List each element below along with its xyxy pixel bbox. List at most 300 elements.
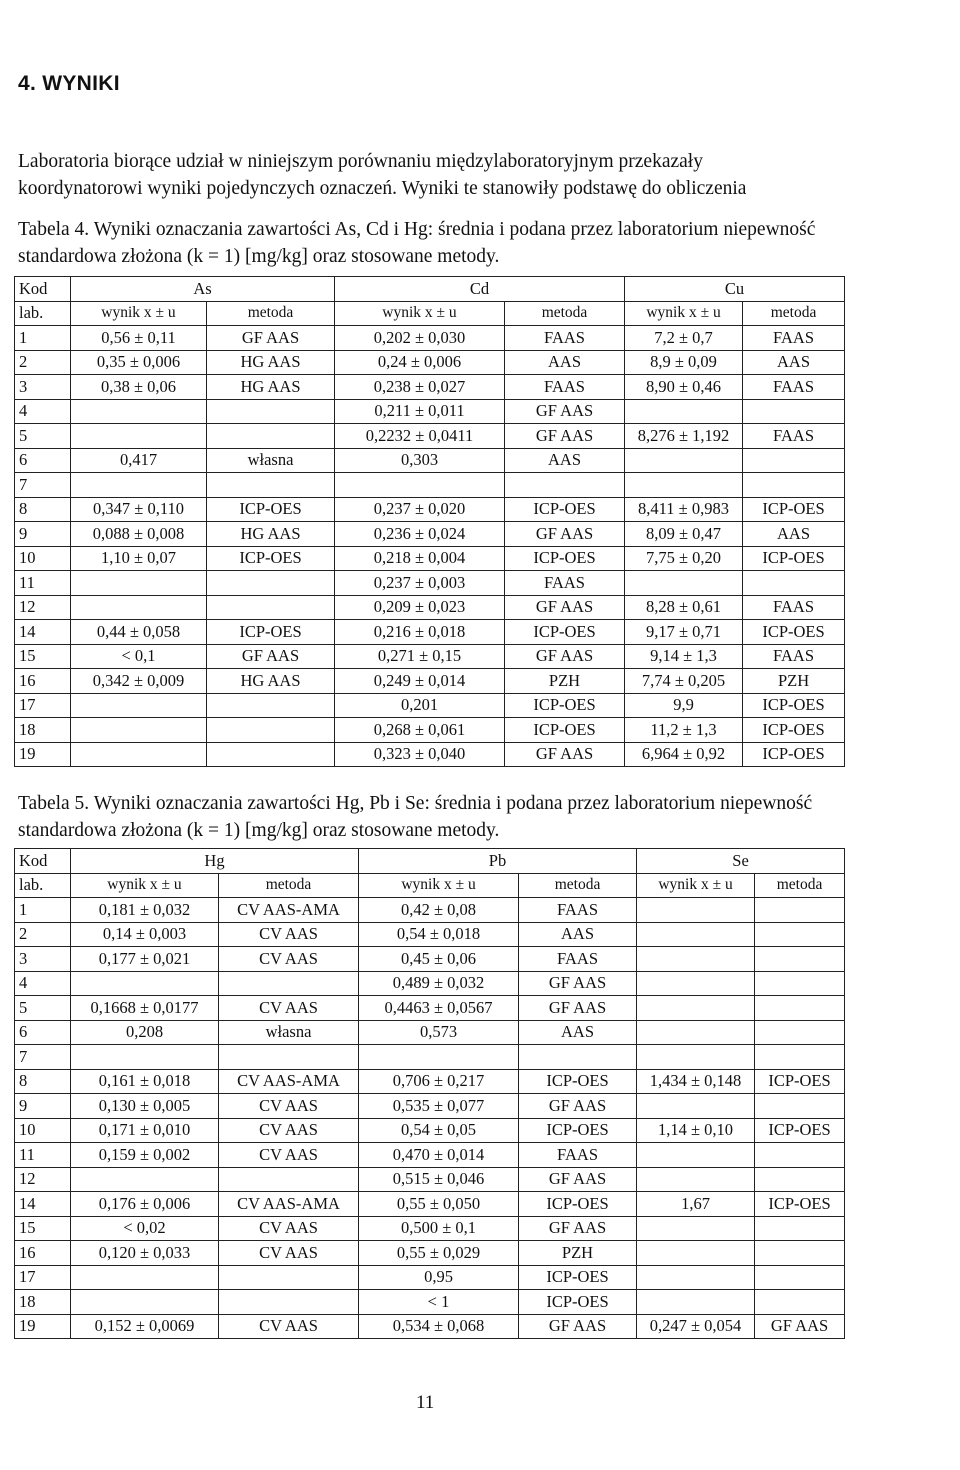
table-cell: ICP-OES [755, 1069, 845, 1094]
table-cell: 0,303 [335, 448, 505, 473]
table-cell: FAAS [505, 375, 625, 400]
table-cell: 1,67 [637, 1192, 755, 1217]
table-cell [755, 1265, 845, 1290]
table-cell: 0,706 ± 0,217 [359, 1069, 519, 1094]
kod-header: Kod [15, 277, 71, 302]
table5 [14, 848, 845, 1339]
lab-code-cell: 12 [15, 595, 71, 620]
table-row [15, 326, 845, 351]
table-cell [755, 996, 845, 1021]
table-cell: GF AAS [207, 326, 335, 351]
table-row [15, 898, 845, 923]
sub-header: metoda [755, 873, 845, 898]
table-group-header-row [15, 277, 845, 302]
table-cell: AAS [743, 522, 845, 547]
lab-code-cell: 19 [15, 1314, 71, 1339]
lab-code-cell: 16 [15, 1241, 71, 1266]
table-cell: FAAS [743, 595, 845, 620]
table-row [15, 1069, 845, 1094]
table-cell [207, 693, 335, 718]
table-row [15, 473, 845, 498]
table-cell: ICP-OES [505, 718, 625, 743]
lab-header: lab. [15, 873, 71, 898]
table-cell [207, 473, 335, 498]
table-cell: ICP-OES [519, 1069, 637, 1094]
lab-header: lab. [15, 301, 71, 326]
table-cell [207, 424, 335, 449]
table-cell: ICP-OES [743, 718, 845, 743]
table-cell: 9,14 ± 1,3 [625, 644, 743, 669]
table-cell: 0,088 ± 0,008 [71, 522, 207, 547]
table-cell: 0,120 ± 0,033 [71, 1241, 219, 1266]
table-cell: CV AAS-AMA [219, 1192, 359, 1217]
table-cell: FAAS [743, 375, 845, 400]
table-cell: ICP-OES [207, 620, 335, 645]
table-cell: ICP-OES [505, 497, 625, 522]
table-cell: 0,4463 ± 0,0567 [359, 996, 519, 1021]
table-cell: 0,176 ± 0,006 [71, 1192, 219, 1217]
group-header-cd: Cd [335, 277, 625, 302]
table-row [15, 497, 845, 522]
table-row [15, 718, 845, 743]
table-cell: 0,237 ± 0,003 [335, 571, 505, 596]
section-title: 4. WYNIKI [18, 72, 120, 95]
table-cell: PZH [505, 669, 625, 694]
lab-code-cell: 16 [15, 669, 71, 694]
table-cell: 0,152 ± 0,0069 [71, 1314, 219, 1339]
lab-code-cell: 1 [15, 326, 71, 351]
table-cell: 1,10 ± 0,07 [71, 546, 207, 571]
sub-header: wynik x ± u [637, 873, 755, 898]
table-cell [71, 1265, 219, 1290]
table-cell: 9,9 [625, 693, 743, 718]
table-cell [519, 1045, 637, 1070]
table-row [15, 1143, 845, 1168]
lab-code-cell: 15 [15, 644, 71, 669]
table-cell [637, 1143, 755, 1168]
table-row [15, 1118, 845, 1143]
group-header-cu: Cu [625, 277, 845, 302]
table-cell: GF AAS [505, 424, 625, 449]
sub-header: wynik x ± u [71, 301, 207, 326]
table-row [15, 1192, 845, 1217]
table-cell: HG AAS [207, 350, 335, 375]
table-row [15, 1216, 845, 1241]
table-group-header-row [15, 849, 845, 874]
table-cell: 8,411 ± 0,983 [625, 497, 743, 522]
lab-code-cell: 9 [15, 522, 71, 547]
lab-code-cell: 17 [15, 1265, 71, 1290]
table-cell: 0,2232 ± 0,0411 [335, 424, 505, 449]
table-cell: 0,55 ± 0,029 [359, 1241, 519, 1266]
table-cell: AAS [505, 448, 625, 473]
table-cell: GF AAS [505, 595, 625, 620]
table-cell: ICP-OES [743, 497, 845, 522]
table-cell: GF AAS [755, 1314, 845, 1339]
table-cell: 0,201 [335, 693, 505, 718]
lab-code-cell: 17 [15, 693, 71, 718]
table-cell [71, 1167, 219, 1192]
table-cell: ICP-OES [207, 546, 335, 571]
table-cell [755, 1167, 845, 1192]
table-cell: ICP-OES [743, 620, 845, 645]
table-cell: HG AAS [207, 522, 335, 547]
kod-header: Kod [15, 849, 71, 874]
table-cell: FAAS [519, 1143, 637, 1168]
table-cell: 0,202 ± 0,030 [335, 326, 505, 351]
table-cell: GF AAS [505, 644, 625, 669]
table-cell: GF AAS [519, 996, 637, 1021]
table-cell: 0,35 ± 0,006 [71, 350, 207, 375]
table-cell: 8,9 ± 0,09 [625, 350, 743, 375]
lab-code-cell: 9 [15, 1094, 71, 1119]
table-cell [755, 1143, 845, 1168]
table-cell: 0,573 [359, 1020, 519, 1045]
table-cell: GF AAS [505, 399, 625, 424]
table-cell: 0,181 ± 0,032 [71, 898, 219, 923]
table-cell [743, 473, 845, 498]
table-cell [207, 399, 335, 424]
table-cell [755, 1241, 845, 1266]
lab-code-cell: 5 [15, 424, 71, 449]
table-cell [637, 1216, 755, 1241]
table-row [15, 522, 845, 547]
table4-caption [18, 216, 844, 270]
lab-code-cell: 14 [15, 1192, 71, 1217]
table-cell: 0,271 ± 0,15 [335, 644, 505, 669]
table5-caption [18, 790, 844, 844]
table-cell: CV AAS [219, 1216, 359, 1241]
table-cell [71, 742, 207, 767]
table-cell: < 0,1 [71, 644, 207, 669]
sub-header: wynik x ± u [335, 301, 505, 326]
table-cell [359, 1045, 519, 1070]
table-cell: 0,470 ± 0,014 [359, 1143, 519, 1168]
table-row [15, 571, 845, 596]
table-cell: GF AAS [519, 1167, 637, 1192]
table-cell: 8,276 ± 1,192 [625, 424, 743, 449]
table-cell: AAS [519, 1020, 637, 1045]
table-row [15, 1094, 845, 1119]
caption-line: standardowa złożona (k = 1) [mg/kg] oraz stosowane metody. [18, 820, 500, 841]
lab-code-cell: 6 [15, 448, 71, 473]
table-cell: ICP-OES [505, 620, 625, 645]
table-row [15, 350, 845, 375]
table-cell: GF AAS [519, 1216, 637, 1241]
table-cell: CV AAS [219, 1094, 359, 1119]
table-cell: 9,17 ± 0,71 [625, 620, 743, 645]
table-cell [71, 971, 219, 996]
table-cell: 7,2 ± 0,7 [625, 326, 743, 351]
table-cell: 0,247 ± 0,054 [637, 1314, 755, 1339]
lab-code-cell: 4 [15, 971, 71, 996]
table-cell: FAAS [505, 571, 625, 596]
table-cell: GF AAS [505, 742, 625, 767]
table-cell [219, 1265, 359, 1290]
table-cell: 0,489 ± 0,032 [359, 971, 519, 996]
table-row [15, 375, 845, 400]
table-cell [637, 1167, 755, 1192]
table-cell: 0,56 ± 0,11 [71, 326, 207, 351]
table-cell: 0,417 [71, 448, 207, 473]
lab-code-cell: 11 [15, 1143, 71, 1168]
table-cell [71, 1045, 219, 1070]
table-cell [637, 1045, 755, 1070]
table-row [15, 1045, 845, 1070]
table-row [15, 971, 845, 996]
table-row [15, 595, 845, 620]
table-cell [207, 595, 335, 620]
table-cell: 0,208 [71, 1020, 219, 1045]
table-cell [207, 718, 335, 743]
table-cell: 0,342 ± 0,009 [71, 669, 207, 694]
table-row [15, 1167, 845, 1192]
table-cell: CV AAS [219, 1241, 359, 1266]
table-cell: CV AAS-AMA [219, 1069, 359, 1094]
table-cell [219, 1045, 359, 1070]
table-cell [219, 971, 359, 996]
table-cell: 0,218 ± 0,004 [335, 546, 505, 571]
table-cell: 0,515 ± 0,046 [359, 1167, 519, 1192]
lab-code-cell: 10 [15, 1118, 71, 1143]
table-cell: ICP-OES [743, 546, 845, 571]
sub-header: metoda [207, 301, 335, 326]
table-cell: 0,161 ± 0,018 [71, 1069, 219, 1094]
lab-code-cell: 7 [15, 473, 71, 498]
table-cell: CV AAS [219, 1118, 359, 1143]
table-cell: 0,24 ± 0,006 [335, 350, 505, 375]
table-cell: 0,268 ± 0,061 [335, 718, 505, 743]
table-cell [637, 1265, 755, 1290]
table-row [15, 424, 845, 449]
table-cell: 7,75 ± 0,20 [625, 546, 743, 571]
table-cell [637, 922, 755, 947]
table-cell: 0,500 ± 0,1 [359, 1216, 519, 1241]
table-cell: 0,54 ± 0,05 [359, 1118, 519, 1143]
table-cell [755, 1290, 845, 1315]
table-cell: FAAS [743, 326, 845, 351]
table-cell [71, 1290, 219, 1315]
lab-code-cell: 7 [15, 1045, 71, 1070]
table-cell: 0,95 [359, 1265, 519, 1290]
table-cell: 0,216 ± 0,018 [335, 620, 505, 645]
lab-code-cell: 8 [15, 1069, 71, 1094]
table-cell: 0,14 ± 0,003 [71, 922, 219, 947]
table-row [15, 996, 845, 1021]
table-cell: 8,90 ± 0,46 [625, 375, 743, 400]
table-cell: 0,130 ± 0,005 [71, 1094, 219, 1119]
table-cell [637, 996, 755, 1021]
table-cell: 0,38 ± 0,06 [71, 375, 207, 400]
table-cell: ICP-OES [519, 1118, 637, 1143]
table-row [15, 922, 845, 947]
lab-code-cell: 2 [15, 922, 71, 947]
table-cell: FAAS [519, 947, 637, 972]
table-cell: 7,74 ± 0,205 [625, 669, 743, 694]
table-cell: ICP-OES [743, 693, 845, 718]
lab-code-cell: 11 [15, 571, 71, 596]
table-cell: 0,347 ± 0,110 [71, 497, 207, 522]
table-cell [755, 947, 845, 972]
lab-code-cell: 3 [15, 375, 71, 400]
table-cell: 0,238 ± 0,027 [335, 375, 505, 400]
table-row [15, 693, 845, 718]
lab-code-cell: 19 [15, 742, 71, 767]
table-cell [335, 473, 505, 498]
table-sub-header-row [15, 873, 845, 898]
table-cell: ICP-OES [755, 1192, 845, 1217]
caption-line: Tabela 4. Wyniki oznaczania zawartości As, Cd i Hg: średnia i podana przez laboratorium niepewność [18, 219, 816, 240]
table-cell: FAAS [743, 424, 845, 449]
table-cell: FAAS [743, 644, 845, 669]
table-cell: 1,434 ± 0,148 [637, 1069, 755, 1094]
table-cell [219, 1167, 359, 1192]
table-cell: własna [219, 1020, 359, 1045]
table-cell [755, 898, 845, 923]
table-cell: 0,45 ± 0,06 [359, 947, 519, 972]
table-cell: AAS [743, 350, 845, 375]
table-cell: własna [207, 448, 335, 473]
table-cell [625, 448, 743, 473]
table-cell: 0,236 ± 0,024 [335, 522, 505, 547]
table-cell [625, 571, 743, 596]
table-cell: 0,44 ± 0,058 [71, 620, 207, 645]
table-cell: AAS [519, 922, 637, 947]
sub-header: metoda [505, 301, 625, 326]
lab-code-cell: 3 [15, 947, 71, 972]
table-cell [743, 448, 845, 473]
sub-header: wynik x ± u [625, 301, 743, 326]
sub-header: metoda [743, 301, 845, 326]
lab-code-cell: 8 [15, 497, 71, 522]
table-cell: GF AAS [519, 1094, 637, 1119]
table-cell: PZH [519, 1241, 637, 1266]
table-cell [743, 399, 845, 424]
lab-code-cell: 18 [15, 718, 71, 743]
lab-code-cell: 5 [15, 996, 71, 1021]
table-cell: 1,14 ± 0,10 [637, 1118, 755, 1143]
lab-code-cell: 15 [15, 1216, 71, 1241]
table-cell: ICP-OES [519, 1265, 637, 1290]
table-cell: CV AAS-AMA [219, 898, 359, 923]
table-row [15, 1265, 845, 1290]
group-header-as: As [71, 277, 335, 302]
table-cell: GF AAS [519, 1314, 637, 1339]
table-sub-header-row [15, 301, 845, 326]
table-row [15, 669, 845, 694]
table-cell: 8,09 ± 0,47 [625, 522, 743, 547]
page-number: 11 [416, 1392, 435, 1413]
table-cell [505, 473, 625, 498]
caption-line: Tabela 5. Wyniki oznaczania zawartości Hg, Pb i Se: średnia i podana przez laboratorium niepewność [18, 793, 813, 814]
table-cell: CV AAS [219, 947, 359, 972]
table-cell [743, 571, 845, 596]
table-cell: GF AAS [519, 971, 637, 996]
table-cell: ICP-OES [743, 742, 845, 767]
lab-code-cell: 14 [15, 620, 71, 645]
table-cell: 0,534 ± 0,068 [359, 1314, 519, 1339]
lab-code-cell: 4 [15, 399, 71, 424]
table-cell: FAAS [505, 326, 625, 351]
table-row [15, 448, 845, 473]
sub-header: wynik x ± u [71, 873, 219, 898]
table-cell: ICP-OES [207, 497, 335, 522]
table-cell: 0,55 ± 0,050 [359, 1192, 519, 1217]
table-cell: 0,323 ± 0,040 [335, 742, 505, 767]
table-cell: ICP-OES [505, 546, 625, 571]
table-cell: 0,177 ± 0,021 [71, 947, 219, 972]
table-cell [625, 399, 743, 424]
caption-line: standardowa złożona (k = 1) [mg/kg] oraz stosowane metody. [18, 246, 500, 267]
table-cell: 6,964 ± 0,92 [625, 742, 743, 767]
lab-code-cell: 10 [15, 546, 71, 571]
table-cell [637, 1241, 755, 1266]
table-cell: 0,54 ± 0,018 [359, 922, 519, 947]
table-cell [207, 571, 335, 596]
table-cell: 0,237 ± 0,020 [335, 497, 505, 522]
lab-code-cell: 12 [15, 1167, 71, 1192]
table-cell: 0,1668 ± 0,0177 [71, 996, 219, 1021]
sub-header: metoda [519, 873, 637, 898]
table-cell [755, 971, 845, 996]
table-cell [755, 1216, 845, 1241]
table-cell [637, 1094, 755, 1119]
table-cell: < 1 [359, 1290, 519, 1315]
table4 [14, 276, 845, 767]
table-row [15, 399, 845, 424]
table-cell [71, 571, 207, 596]
table-cell: ICP-OES [755, 1118, 845, 1143]
table-row [15, 1314, 845, 1339]
table-row [15, 1290, 845, 1315]
table-cell: 0,171 ± 0,010 [71, 1118, 219, 1143]
table-cell: GF AAS [505, 522, 625, 547]
table-row [15, 947, 845, 972]
table-cell [637, 947, 755, 972]
table-cell [207, 742, 335, 767]
sub-header: wynik x ± u [359, 873, 519, 898]
intro-line: koordynatorowi wyniki pojedynczych oznaczeń. Wyniki te stanowiły podstawę do obliczenia [18, 178, 747, 199]
table-cell [637, 971, 755, 996]
table-cell: 0,42 ± 0,08 [359, 898, 519, 923]
table-cell [71, 718, 207, 743]
table-cell [71, 473, 207, 498]
lab-code-cell: 6 [15, 1020, 71, 1045]
table-cell: FAAS [519, 898, 637, 923]
table-cell: 0,249 ± 0,014 [335, 669, 505, 694]
table-cell: 0,209 ± 0,023 [335, 595, 505, 620]
table-row [15, 742, 845, 767]
table-row [15, 546, 845, 571]
table-cell: CV AAS [219, 1143, 359, 1168]
lab-code-cell: 18 [15, 1290, 71, 1315]
table-cell [219, 1290, 359, 1315]
table-cell: CV AAS [219, 922, 359, 947]
group-header-se: Se [637, 849, 845, 874]
intro-line: Laboratoria biorące udział w niniejszym porównaniu międzylaboratoryjnym przekazały [18, 151, 703, 172]
table-cell: < 0,02 [71, 1216, 219, 1241]
table-cell [755, 1094, 845, 1119]
group-header-pb: Pb [359, 849, 637, 874]
table-cell: PZH [743, 669, 845, 694]
table-cell: 0,535 ± 0,077 [359, 1094, 519, 1119]
table-cell: ICP-OES [519, 1192, 637, 1217]
table-row [15, 1241, 845, 1266]
table-cell: 8,28 ± 0,61 [625, 595, 743, 620]
table-cell: ICP-OES [519, 1290, 637, 1315]
table-cell: HG AAS [207, 669, 335, 694]
table-cell: 11,2 ± 1,3 [625, 718, 743, 743]
